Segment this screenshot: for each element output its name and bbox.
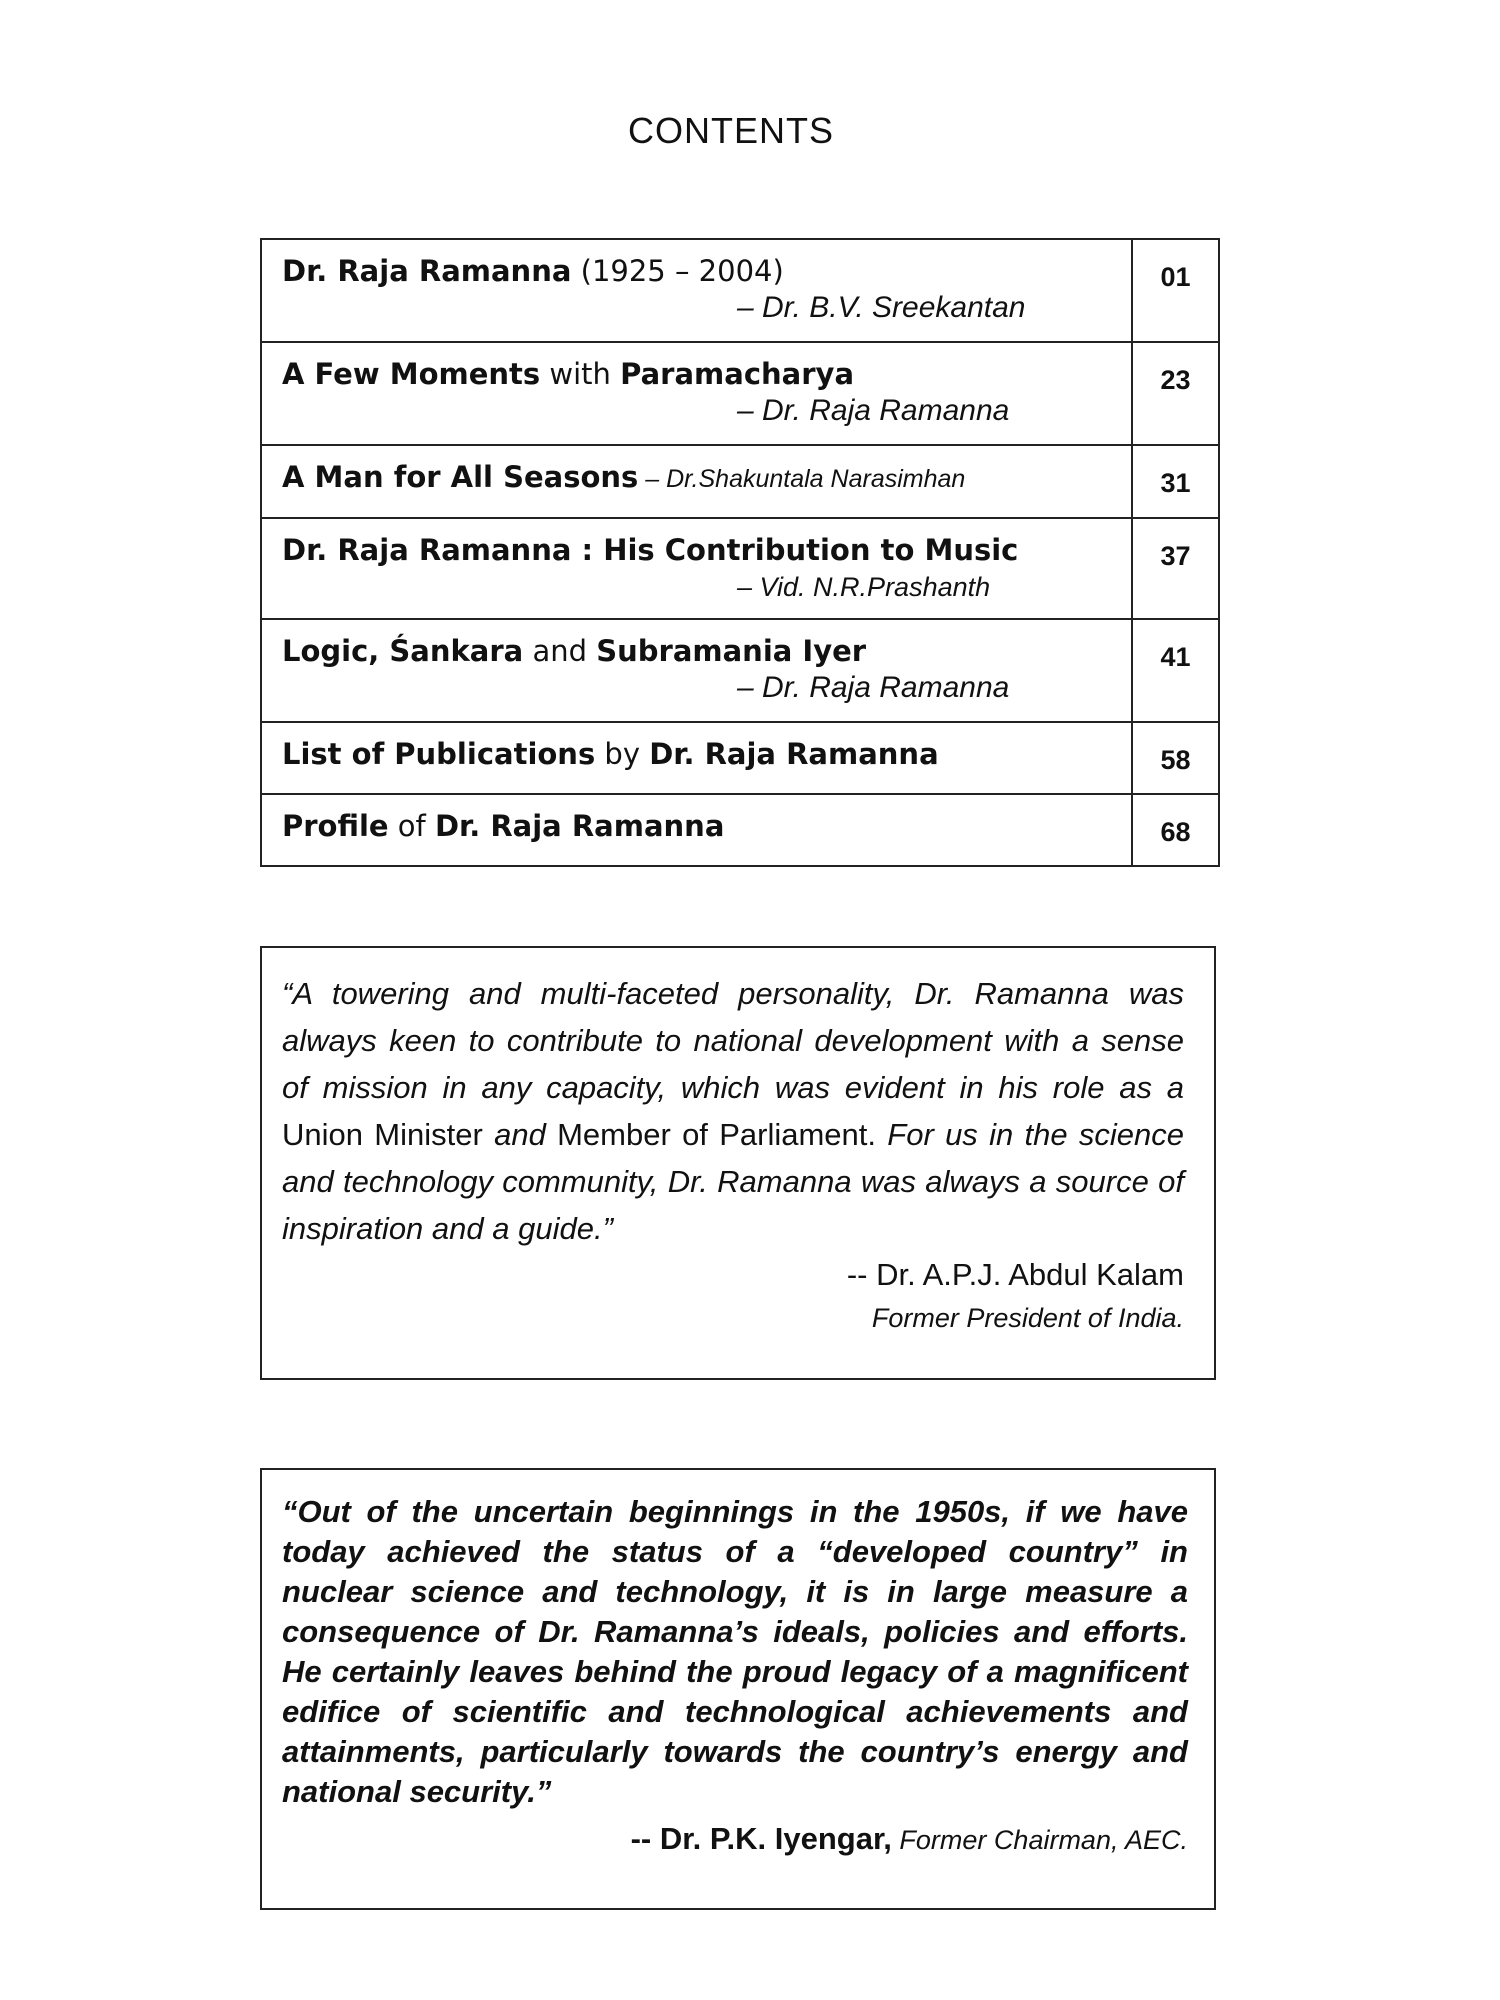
toc-row (261, 619, 1219, 722)
toc-entry (261, 342, 1132, 445)
toc-entry-author: – Dr. B.V. Sreekantan (737, 291, 1026, 324)
toc-entry (261, 518, 1132, 619)
toc-entry-author: – Dr. Raja Ramanna (737, 394, 1010, 427)
toc-page-number: 37 (1132, 518, 1219, 619)
kalam-attribution-title: Former President of India. (871, 1303, 1184, 1333)
toc-entry-author: – Vid. N.R.Prashanth (737, 572, 991, 602)
toc-row (261, 518, 1219, 619)
iyengar-attribution: -- Dr. P.K. Iyengar, Former Chairman, AEC. (630, 1821, 1188, 1856)
toc-row (261, 239, 1219, 342)
iyengar-quote-box (260, 1468, 1216, 1910)
toc-page-number: 01 (1132, 239, 1219, 342)
toc-entry-title: Dr. Raja Ramanna : His Contribution to Music (282, 533, 1019, 567)
kalam-quote-text: “A towering and multi-faceted personality, Dr. Ramanna was always keen to contribute to national development with a sense of mission in any capacity, which was evident in his role as a Union Minister and Member of Parliament. For us in the science and technology community, Dr. Ramanna was always a source of inspiration and a guide.” (282, 976, 1184, 1246)
kalam-attribution: -- Dr. A.P.J. Abdul Kalam (846, 1257, 1184, 1292)
toc-page-number: 41 (1132, 619, 1219, 722)
toc-entry-author: – Dr.Shakuntala Narasimhan (638, 465, 966, 493)
toc-row (261, 794, 1219, 866)
toc-entry-title: A Man for All Seasons – Dr.Shakuntala Narasimhan (282, 460, 966, 494)
toc-page-number: 58 (1132, 722, 1219, 794)
iyengar-quote-text: “Out of the uncertain beginnings in the 1950s, if we have today achieved the status of a “developed country” in nuclear science and technology, it is in large measure a consequence of Dr. Ramanna’s ideals, policies and efforts. He certainly leaves behind the proud legacy of a magnificent edifice of scientific and technological achievements and attainments, particularly towards the country’s energy and national security.” (282, 1494, 1188, 1809)
toc-entry-title: Logic, Śankara and Subramania Iyer (282, 634, 867, 668)
toc-entry-author: – Dr. Raja Ramanna (737, 671, 1010, 704)
page-title: CONTENTS (628, 110, 834, 151)
toc-entry (261, 239, 1132, 342)
toc-page-number: 23 (1132, 342, 1219, 445)
toc-entry (261, 619, 1132, 722)
toc-entry-title: Profile of Dr. Raja Ramanna (282, 809, 725, 843)
toc-entry (261, 722, 1132, 794)
kalam-quote-box (260, 946, 1216, 1380)
toc-entry (261, 794, 1132, 866)
toc-entry (261, 445, 1132, 518)
toc-entry-title: Dr. Raja Ramanna (1925 – 2004) (282, 254, 784, 288)
toc-row (261, 722, 1219, 794)
toc-row (261, 342, 1219, 445)
contents-table (260, 238, 1220, 867)
toc-page-number: 68 (1132, 794, 1219, 866)
toc-page-number: 31 (1132, 445, 1219, 518)
toc-row (261, 445, 1219, 518)
toc-entry-title: A Few Moments with Paramacharya (282, 357, 855, 391)
toc-entry-title: List of Publications by Dr. Raja Ramanna (282, 737, 939, 771)
